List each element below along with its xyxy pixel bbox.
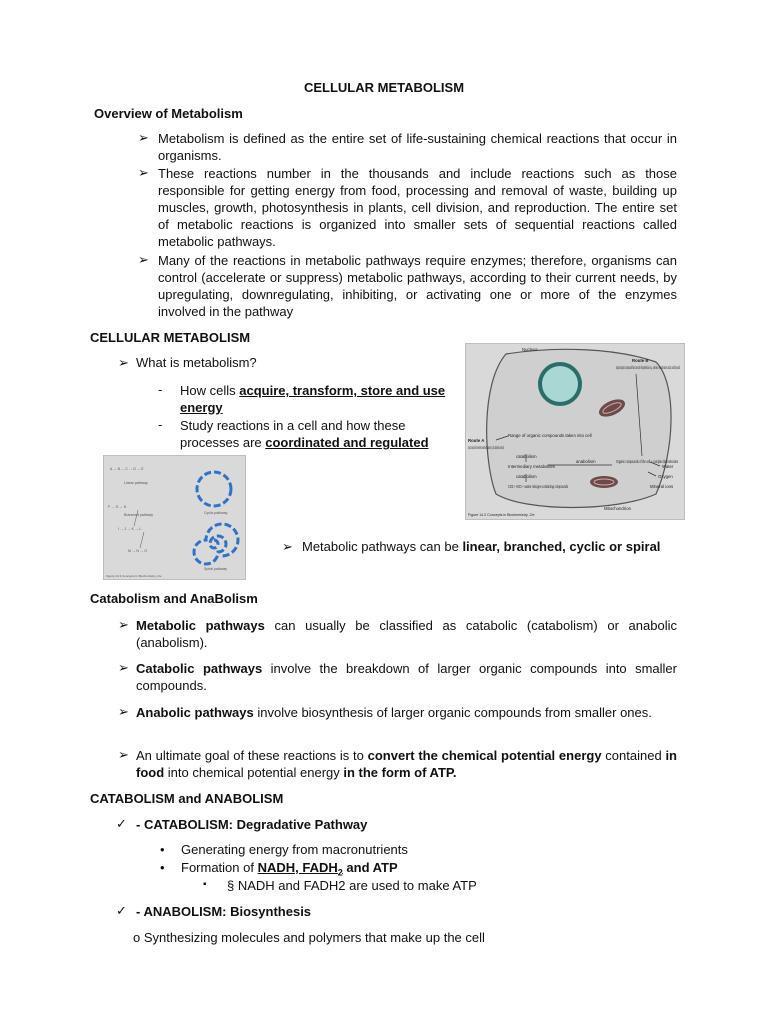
b1-bold: Metabolic pathways [136, 618, 265, 633]
cyclic-pathway-shape [197, 472, 231, 506]
dash-bullet: - [158, 382, 163, 397]
catabolism-label-1: catabolism [516, 454, 537, 459]
b4-bold2: in food [136, 748, 677, 780]
b3-bold: Anabolic pathways [136, 705, 254, 720]
catabolism-heading: - CATABOLISM: Degradative Pathway [136, 817, 368, 832]
arrow-bullet-icon: ➢ [118, 704, 129, 719]
nucleus-label: Nucleus [522, 347, 538, 352]
section-heading-catana2: CATABOLISM and ANABOLISM [90, 791, 284, 806]
pathways-caption [302, 539, 660, 554]
catana-bullet-1 [136, 617, 677, 651]
b4-bold1: convert the chemical potential energy [367, 748, 602, 763]
square-item-1: § NADH and FADH2 are used to make ATP [227, 878, 477, 893]
arrow-bullet-icon: ➢ [138, 252, 149, 267]
catana-bullet-4 [136, 747, 677, 781]
catana-bullet-3 [136, 704, 677, 721]
arrow-bullet-icon: ➢ [118, 660, 129, 675]
section-heading-catana: Catabolism and AnaBolism [90, 591, 258, 606]
section-heading-cellular: CELLULAR METABOLISM [90, 330, 251, 345]
branch-line [140, 532, 144, 548]
catabolism-label-2: catabolism [516, 474, 537, 479]
anabolism-label: anabolism [576, 459, 596, 464]
arrow-bullet-icon: ➢ [138, 130, 149, 145]
anabolism-heading: - ANABOLISM: Biosynthesis [136, 904, 312, 919]
check-icon: ✓ [116, 816, 127, 831]
route-a-label: Route A [468, 438, 485, 443]
pathways-pre: Metabolic pathways can be [302, 539, 463, 554]
b1-rest: can usually be classified as catabolic (catabolism) or anabolic (anabolism). [136, 618, 677, 650]
question-text: What is metabolism? [136, 355, 257, 370]
mineral-label: Mineral ions [650, 484, 674, 489]
arrow-bullet-icon: ➢ [118, 617, 129, 632]
section-heading-overview: Overview of Metabolism [94, 106, 243, 121]
catana-bullet-2 [136, 660, 677, 694]
waste-label: CO2 + H2O + waste nitrogen-containing compounds [508, 484, 568, 489]
sub1-underlined: acquire, transform, store and use energy [180, 383, 446, 415]
pathways-types: linear, branched, cyclic or spiral [462, 539, 661, 554]
sub2-pre: Study reactions in a cell and how these processes are [180, 418, 406, 450]
dot-item-2 [181, 860, 398, 878]
b4-bold3: in the form of ATP. [343, 765, 457, 780]
page-title: CELLULAR METABOLISM [303, 80, 465, 95]
b3-rest: involve biosynthesis of larger organic compounds from smaller ones. [253, 705, 652, 720]
last-line: o Synthesizing molecules and polymers that make up the cell [133, 930, 485, 945]
dot-bullet-icon: • [160, 860, 165, 875]
dash-bullet: - [158, 417, 163, 432]
cyclic-pathway-label: Cyclic pathway [204, 511, 228, 515]
sub-bullet-1 [180, 382, 460, 416]
b4-pre: An ultimate goal of these reactions is to [136, 748, 368, 763]
arrow-bullet-icon: ➢ [138, 165, 149, 180]
branched-chain: I → J → K → L [118, 527, 142, 531]
overview-bullet-3: Many of the reactions in metabolic pathways require enzymes; therefore, organisms can control (accelerate or suppress) metabolic pathways, according to their current needs, by upregulating, downregulating, inhibiting, or activating one or more of the enzymes involved in the pathway [158, 253, 677, 319]
route-b-text: Special organic compounds that cannot be biosynthesized, e.g., vitamins, essential amino acids, and fatty acids [616, 365, 680, 370]
sub1-pre: How cells [180, 383, 240, 398]
sub-bullet-2 [180, 417, 450, 451]
overview-bullet-1: Metabolism is defined as the entire set of life-sustaining chemical reactions that occur in organisms. [158, 131, 677, 163]
branched-chain: M → N → O [128, 549, 148, 553]
branched-pathway-label: Branched pathway [124, 513, 153, 517]
spiral-pathway-shape [194, 524, 238, 564]
b4-mid1: contained [601, 748, 666, 763]
sub2-underlined: coordinated and regulated [265, 435, 429, 450]
dot-bullet-icon: • [160, 842, 165, 857]
route-b-label: Route B [632, 358, 649, 363]
spiral-pathway-label: Spiral pathway [204, 567, 227, 571]
linear-pathway-label: Linear pathway [124, 481, 148, 485]
dot-item-1: Generating energy from macronutrients [181, 842, 408, 857]
organic-cell-label: Organic compounds of the cell + complex biomolecules [616, 459, 678, 464]
b4-mid2: into chemical potential energy [164, 765, 344, 780]
water-label: Water [662, 464, 674, 469]
intermediary-label: Intermediary metabolites [508, 464, 556, 469]
branched-chain: F → G → H [108, 505, 127, 509]
cell-metabolism-figure [465, 343, 685, 520]
dot2-subscript: 2 [337, 867, 343, 878]
range-label: Range of organic compounds taken into cell [508, 433, 592, 438]
route-a-text: Organic compounds from environment are absorbed into organism, e.g., fats, carbohydrates, amino acids [468, 445, 504, 450]
arrow-bullet-icon: ➢ [118, 747, 129, 762]
dot2-nadh [257, 860, 343, 878]
mitochondrion-label: Mitochondrion [604, 506, 631, 511]
arrow-bullet-icon: ➢ [282, 539, 293, 554]
check-icon: ✓ [116, 903, 127, 918]
dot2-pre: Formation of [181, 860, 258, 875]
paths-figure-caption: Figure 14.3 Concepts in Biochemistry, 2/e [106, 574, 162, 578]
pathway-types-figure [103, 455, 246, 580]
b2-rest: involve the breakdown of larger organic compounds into smaller compounds. [136, 661, 677, 693]
oxygen-label: Oxygen [658, 474, 673, 479]
overview-bullet-2: These reactions number in the thousands and include reactions such as those responsible for getting energy from food, processing and removal of waste, building up muscles, growth, photosynthesis in plants, cell division, and reproduction. The entire set of metabolic reactions is organized into smaller sets of sequential reactions called metabolic pathways. [158, 166, 677, 249]
dot2-post: and ATP [342, 860, 398, 875]
cell-figure-caption: Figure 14.2 Concepts in Biochemistry, 2/e [468, 513, 535, 517]
linear-chain: A → B → C → D → E [110, 467, 144, 471]
b2-bold: Catabolic pathways [136, 661, 263, 676]
arrow-bullet-icon: ➢ [118, 355, 129, 370]
nucleus-core [542, 366, 578, 402]
square-bullet-icon: ▪ [203, 879, 207, 890]
dot2-nadh-text: NADH, FADH [257, 860, 338, 875]
